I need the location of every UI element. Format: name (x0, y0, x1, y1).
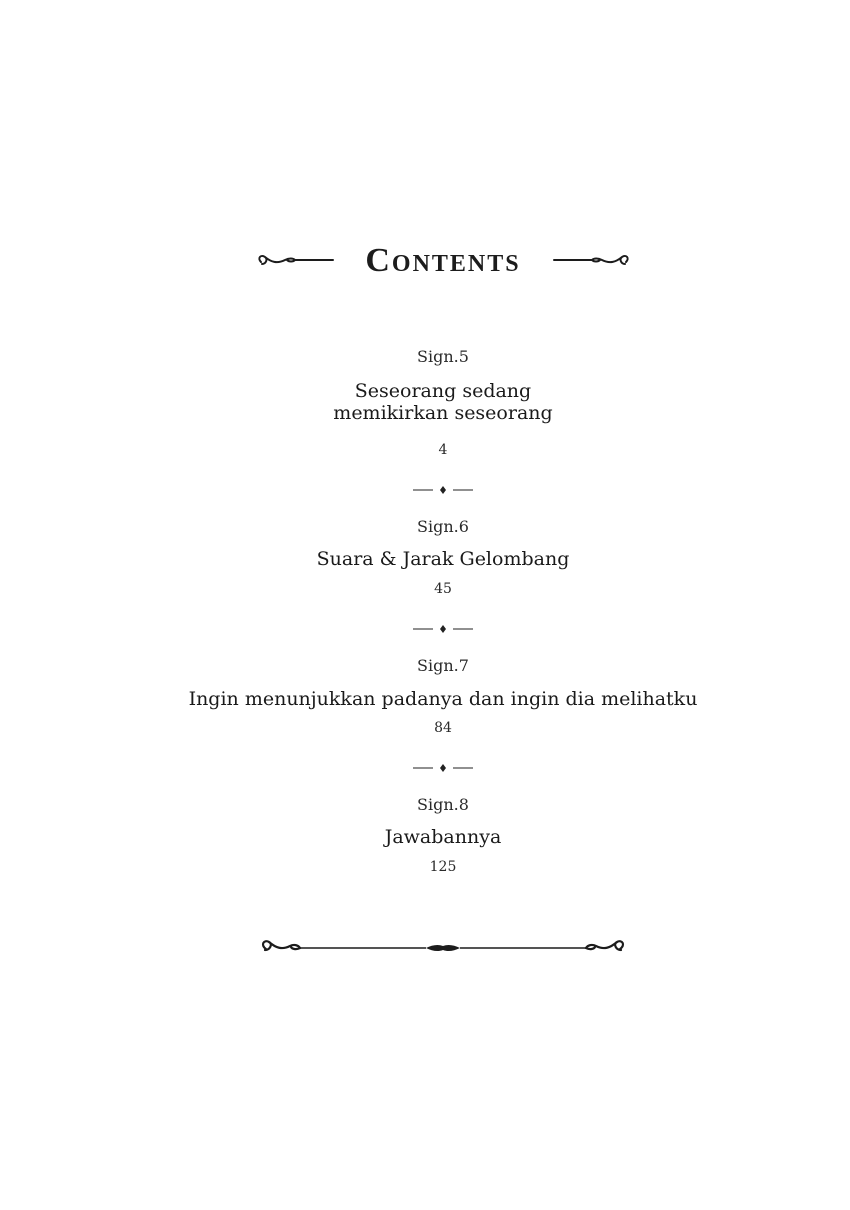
entry-divider (411, 763, 475, 773)
entry-page-number[interactable]: 125 (429, 859, 457, 875)
right-title-flourish (552, 248, 632, 272)
entry-page-number[interactable]: 84 (434, 720, 452, 736)
entry-sign: Sign.6 (417, 517, 469, 536)
entry-chapter-title[interactable]: Seseorang sedang (354, 380, 532, 402)
entry-chapter-title[interactable]: Jawabannya (384, 826, 502, 848)
entry-sign: Sign.8 (417, 795, 469, 814)
entry-sign: Sign.7 (417, 656, 469, 675)
entry-chapter-title[interactable]: Suara & Jarak Gelombang (316, 548, 570, 570)
entry-divider (411, 485, 475, 495)
page-title: Contents (365, 242, 521, 279)
entry-chapter-title[interactable]: Ingin menunjukkan padanya dan ingin dia melihatku (188, 688, 698, 710)
entry-page-number[interactable]: 45 (434, 581, 452, 597)
bottom-flourish-ornament (256, 934, 630, 960)
entry-divider (411, 624, 475, 634)
entry-chapter-title-line2[interactable]: memikirkan seseorang (333, 402, 553, 424)
entry-page-number[interactable]: 4 (438, 442, 448, 458)
entry-sign: Sign.5 (417, 347, 469, 366)
title-row (0, 238, 850, 286)
